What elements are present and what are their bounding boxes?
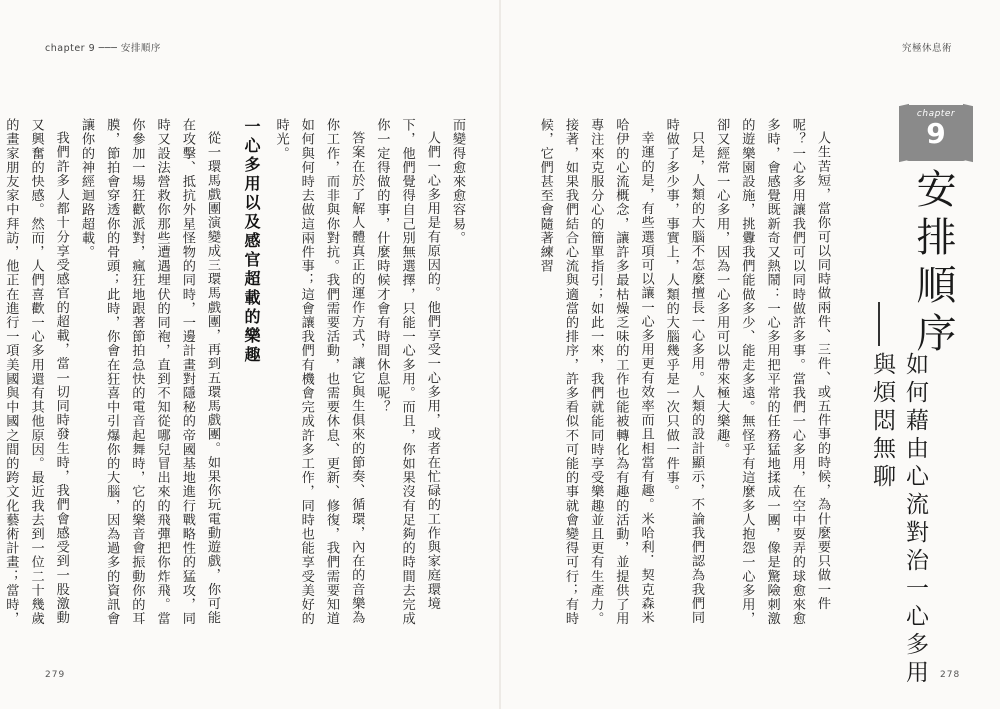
chapter-title: 安排順序: [910, 168, 956, 360]
chapter-subtitle: 如何藉由心流對治一心多用與煩悶無聊: [869, 352, 928, 688]
section-heading: 一心多用以及感官超載的樂趣: [242, 118, 261, 365]
paragraph: 答案在於了解人體真正的運作方式，讓它與生俱來的節奏、循環，內在的音樂為你工作，而非與你對抗。我們需要活動，也需要休息、更新、修復，我們需要知道如何與何時去做這兩件事；這會讓我們有機會完成許多工作，同時也能享受美好的時光。: [273, 118, 365, 626]
page-gutter: [499, 0, 501, 709]
paragraph: 人生苦短，當你可以同時做兩件、三件、或五件事的時候，為什麼要只做一件呢？一心多用讓我們可以同時做許多事。當我們一心多用，在空中耍弄的球愈來愈多時，會感覺既新奇又熱鬧：一心多用把平常的任務猛地揉成一團，像是驚險刺激的遊樂園設施，挑釁我們能做多少、能走多遠。無怪乎有這麼多人抱怨一心多用，卻又經常一心多用，因為一心多用可以帶來極大樂趣。: [714, 118, 830, 626]
chapter-label: chapter: [916, 109, 956, 119]
page-number-right: 278: [940, 670, 961, 680]
left-page-body-bottom: [3, 118, 225, 638]
paragraph: 人們一心多用是有原因的。他們享受一心多用，或者在忙碌的工作與家庭環境下，他們覺得自己別無選擇，只能一心多用。而且，你如果沒有足夠的時間去完成你一定得做的事，什麼時候才會有時間休息呢？: [374, 118, 440, 626]
chapter-number: 9: [926, 117, 946, 150]
paragraph: 幸運的是，有些選項可以讓一心多用更有效率而且相當有趣。米哈利．契克森米哈伊的心流概念，讓許多最枯燥乏味的工作也能被轉化為有趣的活動，並提供了用專注來克服分心的簡單指引；如此一來，我們就能同時享受樂趣並且更有生產力。接著，如果我們結合心流與適當的排序，許多看似不可能的事就會變得可行；有時候，它們甚至會隨著練習: [537, 118, 654, 626]
paragraph: 只是，人類的大腦不怎麼擅長一心多用。人類的設計顯示，不論我們認為我們同時做了多少事，事實上，人類的大腦幾乎是一次只做一件事。: [663, 118, 704, 625]
right-page-body: [537, 118, 835, 638]
paragraph: 我們許多人都十分享受感官的超載，當一切同時發生時，我們會感受到一股激動又興奮的快感。然而，人們喜歡一心多用還有其他原因。最近我去到一位二十幾歲的畫家朋友家中拜訪，他正在進行一項美國與中國之間的跨文化藝術計畫；當時，: [3, 118, 69, 626]
chapter-badge: [905, 105, 967, 161]
running-header-left: chapter 9 ─── 安排順序: [45, 43, 161, 54]
page-number-left: 279: [45, 670, 66, 680]
paragraph: 而變得愈來愈容易。: [450, 118, 465, 245]
subtitle-dash: [878, 302, 880, 346]
paragraph: 從一環馬戲團演變成三環馬戲團，再到五環馬戲團。如果你玩電動遊戲，你可能在攻擊、抵抗外星怪物的同時，一邊計畫對隱秘的帝國基地進行戰略性的猛攻，同時又設法營救你那些遭遇埋伏的同袍，直到不知從哪兒冒出來的飛彈把你炸飛。當你參加一場狂歡派對，瘋狂地跟著節拍急快的電音起舞時，它的樂音會振動你的耳膜，節拍會穿透你的骨頭；此時，你會在狂喜中引爆你的大腦，因為過多的資訊會讓你的神經迴路超載。: [78, 118, 220, 626]
running-header-right: 究極休息術: [902, 43, 953, 54]
left-page-body-top: [273, 118, 470, 638]
